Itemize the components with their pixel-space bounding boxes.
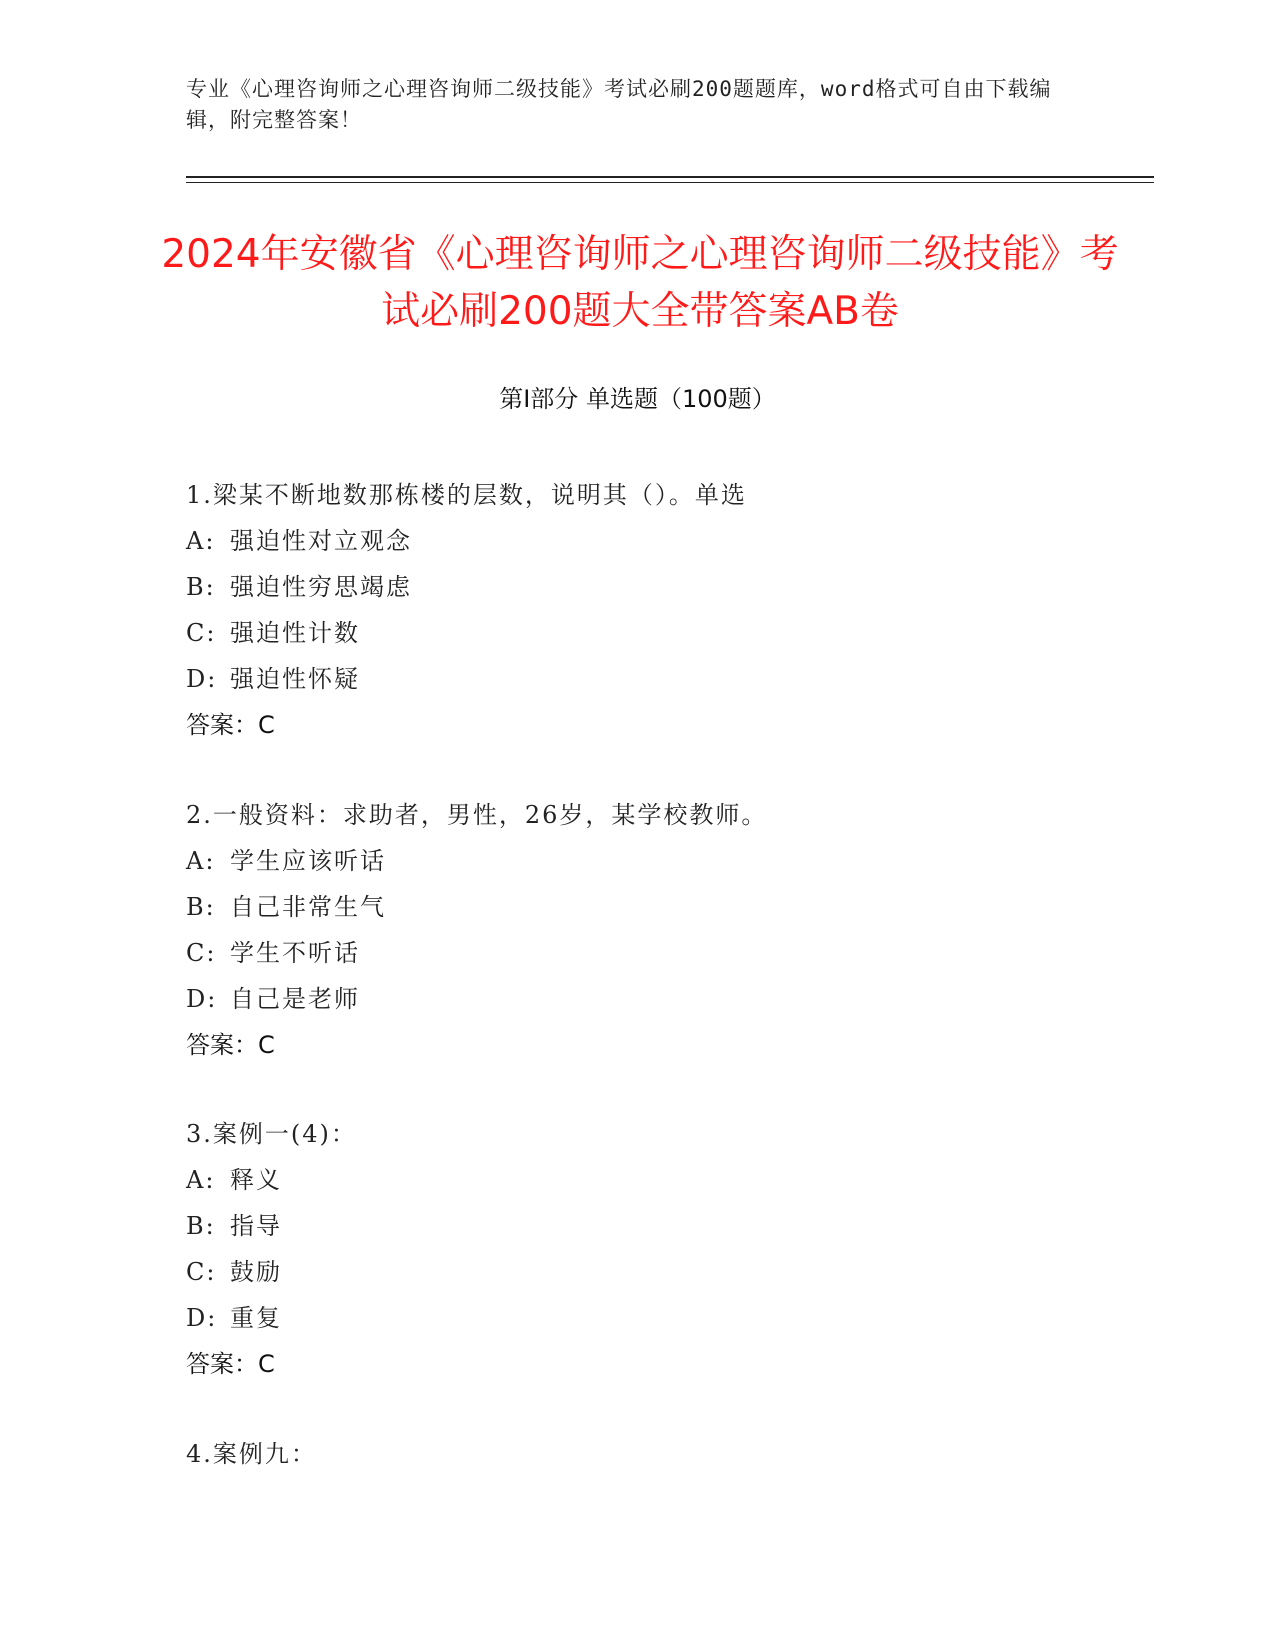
option-text: 自己非常生气 xyxy=(230,893,386,921)
option-c xyxy=(186,1249,1086,1295)
option-letter: D: xyxy=(186,665,218,693)
option-a xyxy=(186,838,1086,884)
option-letter: A: xyxy=(186,1166,216,1194)
option-letter: C: xyxy=(186,1258,217,1286)
question-stem: 1.梁某不断地数那栋楼的层数，说明其（）。单选 xyxy=(186,481,747,509)
option-b xyxy=(186,564,1086,610)
header-divider-thick xyxy=(186,176,1154,178)
header-divider-thin xyxy=(186,182,1154,183)
answer-line: 答案：C xyxy=(186,711,275,739)
question-3 xyxy=(186,1111,1086,1387)
option-letter: B: xyxy=(186,1212,216,1240)
option-text: 强迫性穷思竭虑 xyxy=(230,573,412,601)
option-text: 强迫性计数 xyxy=(230,619,360,647)
option-letter: D: xyxy=(186,985,218,1013)
option-letter: C: xyxy=(186,939,217,967)
option-c xyxy=(186,610,1086,656)
option-d xyxy=(186,656,1086,702)
option-text: 学生不听话 xyxy=(230,939,360,967)
section-title: 第I部分 单选题（100题） xyxy=(499,385,776,413)
option-text: 学生应该听话 xyxy=(230,847,386,875)
option-letter: B: xyxy=(186,573,216,601)
option-b xyxy=(186,884,1086,930)
option-text: 强迫性怀疑 xyxy=(230,665,360,693)
option-text: 释义 xyxy=(230,1166,282,1194)
option-letter: B: xyxy=(186,893,216,921)
option-letter: C: xyxy=(186,619,217,647)
option-c xyxy=(186,930,1086,976)
document-title: 2024年安徽省《心理咨询师之心理咨询师二级技能》考试必刷200题大全带答案AB卷 xyxy=(161,232,1119,334)
question-stem: 2.一般资料：求助者，男性，26岁，某学校教师。 xyxy=(186,801,768,829)
option-b xyxy=(186,1203,1086,1249)
question-stem: 3.案例一(4)： xyxy=(186,1120,357,1148)
question-2 xyxy=(186,792,1086,1068)
option-a xyxy=(186,518,1086,564)
option-letter: D: xyxy=(186,1304,218,1332)
option-text: 重复 xyxy=(230,1304,282,1332)
question-stem: 4.案例九： xyxy=(186,1440,317,1468)
header-note: 专业《心理咨询师之心理咨询师二级技能》考试必刷200题题库，word格式可自由下载编辑，附完整答案！ xyxy=(186,77,1052,132)
option-text: 指导 xyxy=(230,1212,282,1240)
question-1 xyxy=(186,472,1086,748)
option-d xyxy=(186,1295,1086,1341)
option-a xyxy=(186,1157,1086,1203)
question-4 xyxy=(186,1431,1086,1477)
answer-line: 答案：C xyxy=(186,1031,275,1059)
option-text: 强迫性对立观念 xyxy=(230,527,412,555)
answer-line: 答案：C xyxy=(186,1350,275,1378)
option-letter: A: xyxy=(186,847,216,875)
option-text: 鼓励 xyxy=(230,1258,282,1286)
option-letter: A: xyxy=(186,527,216,555)
option-d xyxy=(186,976,1086,1022)
option-text: 自己是老师 xyxy=(230,985,360,1013)
